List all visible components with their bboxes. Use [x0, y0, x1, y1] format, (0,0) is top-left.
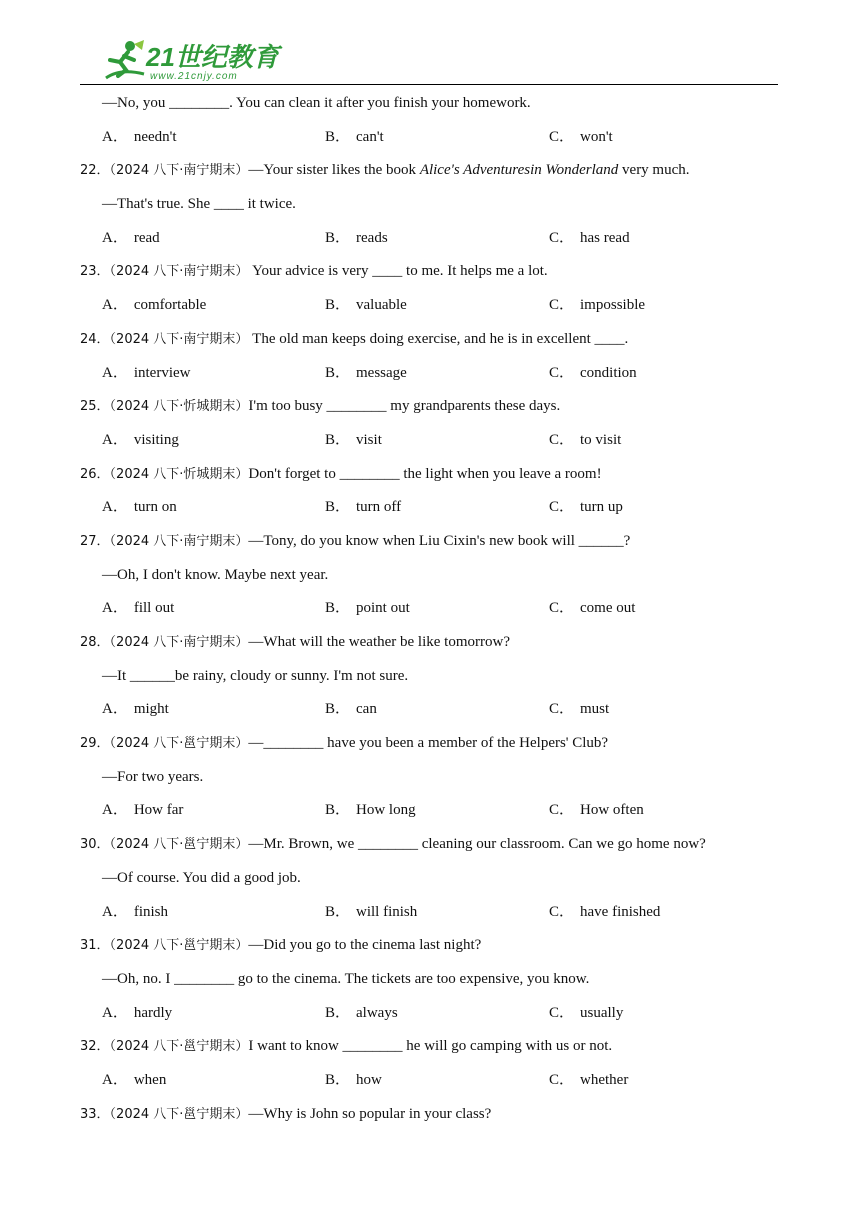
question-list [80, 92, 780, 1136]
option-c [549, 294, 645, 316]
question-source: （2024 八下·邕宁期末） [109, 1106, 249, 1122]
option-text: How often [580, 802, 644, 819]
option-letter: A． [102, 1071, 128, 1088]
option-b [325, 362, 407, 384]
option-text: must [580, 701, 610, 718]
dialogue-line: —For two years. [102, 768, 204, 785]
option-text: usually [580, 1004, 624, 1021]
option-text: will finish [356, 903, 418, 920]
option-a [102, 227, 160, 249]
option-b [325, 698, 377, 720]
question-text: —________ have you been a member of the Helpers' Club? [248, 735, 609, 752]
question-stem [80, 328, 780, 362]
option-a [102, 799, 183, 821]
option-text: visit [356, 431, 382, 448]
option-c [549, 496, 623, 518]
option-letter: B． [325, 297, 351, 314]
question-number: 31． [80, 938, 110, 954]
question-stem [80, 530, 780, 564]
question-source: （2024 八下·忻城期末） [109, 466, 249, 482]
question-number: 22． [80, 163, 110, 179]
option-text: hardly [133, 1004, 173, 1021]
question-text: Don't forget to ________ the light when you leave a room! [248, 465, 602, 482]
option-letter: B． [325, 903, 351, 920]
option-letter: A． [102, 600, 128, 617]
question-number: 26． [80, 466, 110, 482]
question-number: 32． [80, 1039, 110, 1055]
dialogue-line: —It ______be rainy, cloudy or sunny. I'm not sure. [102, 667, 409, 684]
option-letter: C． [549, 229, 575, 246]
option-text: interview [133, 364, 191, 381]
option-letter: C． [549, 1071, 575, 1088]
logo [100, 38, 279, 86]
option-letter: C． [549, 802, 575, 819]
question-stem [80, 833, 780, 867]
question-stem [80, 934, 780, 968]
option-b [325, 901, 417, 923]
logo-text: 21世纪教育 [146, 42, 279, 72]
option-text: fill out [133, 600, 175, 617]
option-c [549, 126, 613, 148]
question-source: （2024 八下·邕宁期末） [109, 837, 249, 853]
option-text: to visit [580, 431, 622, 448]
option-text: read [133, 229, 160, 246]
option-text: come out [580, 600, 636, 617]
option-b [325, 294, 407, 316]
option-b [325, 597, 410, 619]
question-source: （2024 八下·忻城期末） [109, 399, 249, 415]
option-text: visiting [133, 431, 179, 448]
option-text: turn up [580, 499, 623, 516]
header-divider [80, 84, 778, 85]
option-text: has read [580, 229, 630, 246]
option-letter: C． [549, 600, 575, 617]
question-source: （2024 八下·南宁期末） [109, 331, 249, 347]
question-stem [80, 260, 780, 294]
option-text: How long [356, 802, 416, 819]
question-text: I'm too busy ________ my grandparents these days. [248, 398, 561, 415]
option-letter: C． [549, 499, 575, 516]
option-b [325, 227, 388, 249]
option-row [80, 901, 780, 935]
option-text: needn't [133, 128, 177, 145]
option-row [80, 294, 780, 328]
question-stem [80, 732, 780, 766]
option-letter: A． [102, 229, 128, 246]
question-number: 33． [80, 1106, 110, 1122]
dialogue-line: —Of course. You did a good job. [102, 869, 301, 886]
option-letter: B． [325, 499, 351, 516]
dialogue-line: —That's true. She ____ it twice. [102, 196, 296, 213]
option-text: whether [580, 1071, 629, 1088]
option-letter: A． [102, 903, 128, 920]
option-text: always [356, 1004, 398, 1021]
option-a [102, 901, 168, 923]
option-row [80, 1069, 780, 1103]
option-text: turn off [356, 499, 402, 516]
option-row [80, 429, 780, 463]
option-row [80, 1002, 780, 1036]
question-text: —Mr. Brown, we ________ cleaning our classroom. Can we go home now? [248, 836, 706, 853]
question-source: （2024 八下·邕宁期末） [109, 736, 249, 752]
option-text: How far [133, 802, 184, 819]
dialogue-line: —Oh, I don't know. Maybe next year. [102, 566, 329, 583]
question-text: —Did you go to the cinema last night? [248, 937, 482, 954]
option-text: reads [356, 229, 388, 246]
option-letter: C． [549, 364, 575, 381]
option-text: message [356, 364, 407, 381]
option-row [80, 227, 780, 261]
option-letter: C． [549, 431, 575, 448]
question-number: 27． [80, 533, 110, 549]
question-stem [80, 463, 780, 497]
option-c [549, 698, 609, 720]
option-row [80, 799, 780, 833]
question-source: （2024 八下·邕宁期末） [109, 1039, 249, 1055]
option-row [80, 496, 780, 530]
question-text: Your advice is very ____ to me. It helps me a lot. [248, 263, 548, 280]
option-c [549, 227, 630, 249]
option-text: can [356, 701, 377, 718]
page-header [0, 0, 860, 90]
option-c [549, 429, 621, 451]
option-c [549, 362, 637, 384]
option-letter: B． [325, 600, 351, 617]
option-a [102, 496, 177, 518]
option-text: have finished [580, 903, 661, 920]
option-letter: A． [102, 297, 128, 314]
option-b [325, 496, 401, 518]
option-b [325, 1069, 382, 1091]
question-text: —Tony, do you know when Liu Cixin's new book will ______? [248, 532, 631, 549]
question-stem [80, 631, 780, 665]
question-source: （2024 八下·南宁期末） [109, 264, 249, 280]
question-source: （2024 八下·南宁期末） [109, 635, 249, 650]
option-text: valuable [356, 297, 407, 314]
option-text: condition [580, 364, 637, 381]
option-text: might [133, 701, 169, 718]
option-letter: A． [102, 128, 128, 145]
option-text: impossible [580, 297, 646, 314]
option-c [549, 901, 660, 923]
option-letter: A． [102, 499, 128, 516]
option-letter: B． [325, 1071, 351, 1088]
question-number: 25． [80, 399, 110, 415]
option-text: when [133, 1071, 167, 1088]
option-text: point out [356, 600, 410, 617]
option-a [102, 1069, 166, 1091]
option-row [80, 362, 780, 396]
option-letter: B． [325, 364, 351, 381]
question-text: I want to know ________ he will go camping with us or not. [248, 1038, 613, 1055]
option-a [102, 294, 206, 316]
option-letter: A． [102, 364, 128, 381]
option-row [80, 126, 780, 160]
option-c [549, 1002, 623, 1024]
option-text: comfortable [133, 297, 207, 314]
option-row [80, 597, 780, 631]
question-stem [80, 1035, 780, 1069]
option-row [80, 698, 780, 732]
option-text: can't [356, 128, 384, 145]
option-a [102, 429, 179, 451]
question-number: 28． [80, 635, 110, 650]
option-letter: C． [549, 903, 575, 920]
option-c [549, 1069, 628, 1091]
dialogue-line: —No, you ________. You can clean it after you finish your homework. [102, 95, 531, 111]
option-text: how [356, 1071, 382, 1088]
option-text: turn on [133, 499, 177, 516]
question-number: 24． [80, 331, 110, 347]
question-stem [80, 159, 780, 193]
question-number: 29． [80, 736, 110, 752]
question-number: 30． [80, 837, 110, 853]
option-letter: C． [549, 297, 575, 314]
option-letter: B． [325, 128, 351, 145]
question-source: （2024 八下·南宁期末） [109, 533, 249, 549]
option-a [102, 362, 191, 384]
option-b [325, 1002, 398, 1024]
runner-logo-icon [100, 38, 148, 82]
question-text: —Your sister likes the book [248, 162, 420, 179]
logo-url: www.21cnjy.com [150, 71, 238, 82]
question-text: —Why is John so popular in your class? [248, 1105, 492, 1122]
option-letter: C． [549, 1004, 575, 1021]
option-letter: B． [325, 802, 351, 819]
question-number: 23． [80, 264, 110, 280]
option-letter: A． [102, 1004, 128, 1021]
option-letter: B． [325, 1004, 351, 1021]
option-letter: A． [102, 802, 128, 819]
option-letter: C． [549, 701, 575, 718]
option-text: won't [580, 128, 613, 145]
option-letter: B． [325, 701, 351, 718]
option-letter: B． [325, 229, 351, 246]
option-letter: B． [325, 431, 351, 448]
option-b [325, 126, 384, 148]
option-a [102, 597, 174, 619]
option-a [102, 698, 169, 720]
question-text: The old man keeps doing exercise, and he is in excellent ____. [248, 330, 629, 347]
option-letter: C． [549, 128, 575, 145]
option-c [549, 799, 644, 821]
question-source: （2024 八下·南宁期末） [109, 163, 249, 179]
option-a [102, 1002, 172, 1024]
option-b [325, 429, 382, 451]
book-title: Alice's Adventuresin Wonderland [419, 162, 619, 179]
option-b [325, 799, 416, 821]
option-letter: A． [102, 701, 128, 718]
option-letter: A． [102, 431, 128, 448]
question-text: —What will the weather be like tomorrow? [248, 634, 510, 650]
option-a [102, 126, 177, 148]
question-stem [80, 1103, 780, 1137]
option-text: finish [133, 903, 169, 920]
question-text-end: very much. [618, 162, 690, 179]
question-stem [80, 395, 780, 429]
question-source: （2024 八下·邕宁期末） [109, 938, 249, 954]
option-c [549, 597, 635, 619]
dialogue-line: —Oh, no. I ________ go to the cinema. The tickets are too expensive, you know. [102, 970, 590, 987]
